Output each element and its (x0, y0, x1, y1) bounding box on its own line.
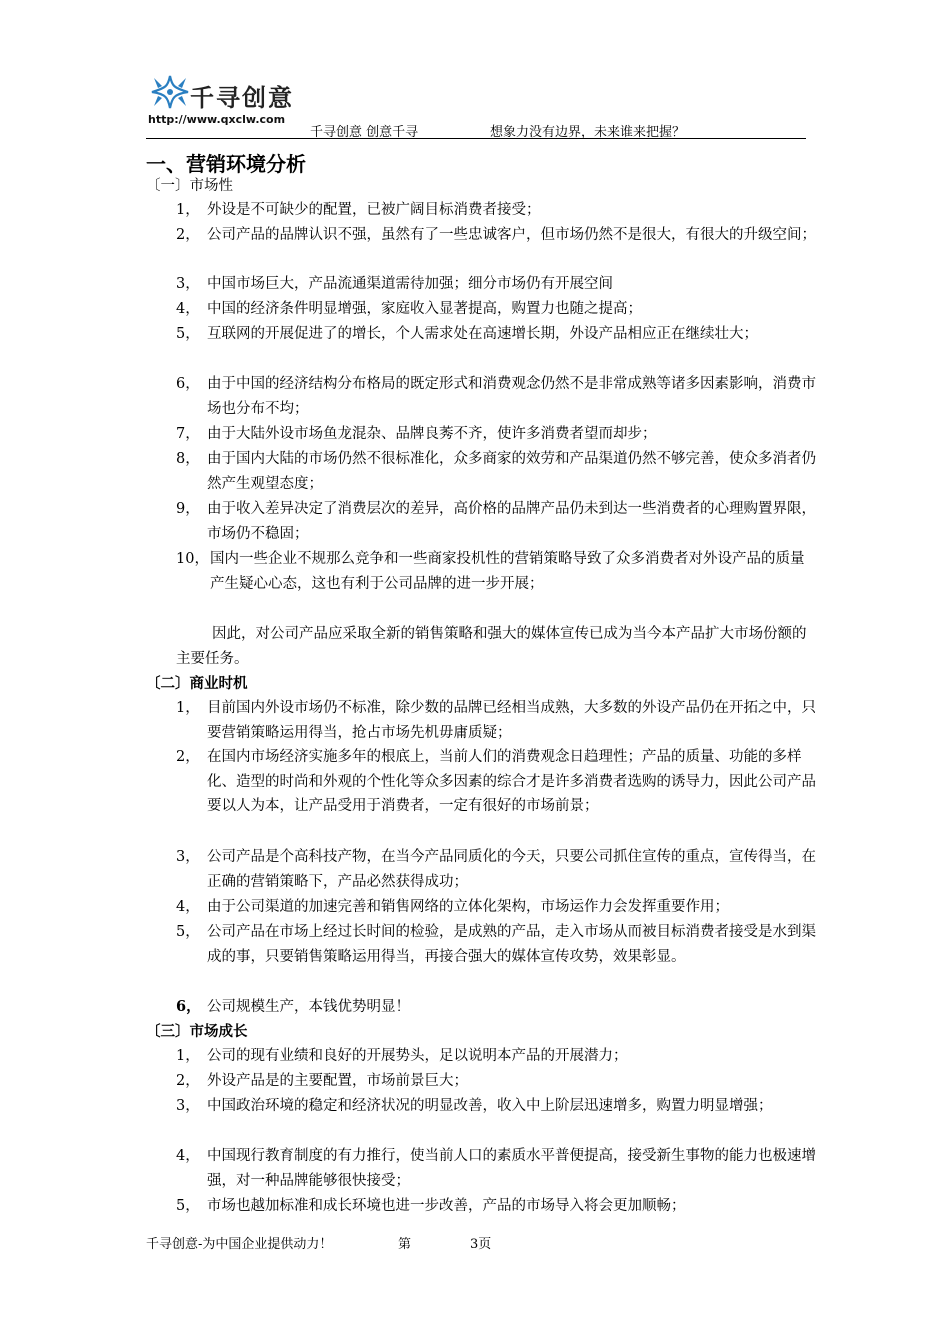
item-text: 由于大陆外设市场鱼龙混杂、品牌良莠不齐，使许多消费者望而却步； (207, 426, 657, 442)
item-number: 2， (176, 1073, 200, 1089)
item-number: 5， (176, 326, 200, 342)
item-number: 2， (176, 227, 200, 243)
item-text: 公司的现有业绩和良好的开展势头，足以说明本产品的开展潜力； (207, 1048, 628, 1064)
item-number: 6， (176, 998, 201, 1015)
conclusion-text: 因此，对公司产品应采取全新的销售策略和强大的媒体宣传已成为当今本产品扩大市场份额的主要任务。 (176, 626, 807, 667)
list-item (176, 995, 816, 1020)
header-slogan-left: 千寻创意 创意千寻 (310, 125, 419, 140)
item-text: 外设是不可缺少的配置，已被广阔目标消费者接受； (207, 202, 541, 218)
header-divider (146, 138, 806, 139)
item-number: 10， (176, 551, 209, 567)
item-text: 中国政治环境的稳定和经济状况的明显改善，收入中上阶层迅速增多，购置力明显增强； (207, 1098, 773, 1114)
list-item (176, 422, 816, 447)
item-text: 外设产品是的主要配置，市场前景巨大； (207, 1073, 468, 1089)
list-item (176, 272, 816, 297)
item-number: 3， (176, 276, 200, 292)
item-number: 1， (176, 1048, 200, 1064)
list-item (176, 1094, 816, 1119)
footer-page-label: 第 (398, 1237, 412, 1252)
document-title: 一、营销环境分析 (146, 152, 306, 176)
logo-name: 千寻创意 (190, 84, 294, 112)
item-text: 中国的经济条件明显增强，家庭收入显著提高，购置力也随之提高； (207, 301, 642, 317)
list-item (176, 497, 816, 546)
item-text: 在国内市场经济实施多年的根底上，当前人们的消费观念日趋理性；产品的质量、功能的多样化、造型的时尚和外观的个性化等众多因素的综合才是许多消费者选购的诱导力，因此公司产品要以人为本，让产品受用于消费者，一定有很好的市场前景； (207, 749, 816, 814)
item-number: 2， (176, 749, 200, 765)
list-item (176, 895, 816, 920)
list-item (176, 1044, 816, 1069)
item-text: 由于中国的经济结构分布格局的既定形式和消费观念仍然不是非常成熟等诸多因素影响，消费市场也分布不均； (207, 376, 816, 417)
conclusion-paragraph (176, 622, 818, 671)
item-text: 公司产品的品牌认识不强，虽然有了一些忠诚客户，但市场仍然不是很大，有很大的升级空间； (207, 227, 816, 243)
list-item (176, 696, 816, 745)
item-number: 5， (176, 1198, 200, 1214)
section-heading-market: 〔一〕市场性 (146, 178, 233, 194)
item-number: 4， (176, 1148, 200, 1164)
item-number: 4， (176, 301, 200, 317)
section-heading-opportunity: 〔二〕商业时机 (146, 675, 248, 692)
footer-page-number: 3页 (470, 1237, 492, 1252)
item-text: 国内一些企业不规那么竞争和一些商家投机性的营销策略导致了众多消费者对外设产品的质量产生疑心心态，这也有利于公司品牌的进一步开展； (210, 551, 805, 592)
section-heading-growth: 〔三〕市场成长 (146, 1023, 248, 1040)
item-text: 中国现行教育制度的有力推行，使当前人口的素质水平普便提高，接受新生事物的能力也极速增强，对一种品牌能够很快接受； (207, 1148, 816, 1189)
item-text: 市场也越加标准和成长环境也进一步改善，产品的市场导入将会更加顺畅； (207, 1198, 686, 1214)
list-item (176, 447, 816, 496)
item-number: 9， (176, 501, 200, 517)
list-item (176, 322, 816, 347)
item-number: 5， (176, 924, 200, 940)
item-text: 公司产品是个高科技产物，在当今产品同质化的今天，只要公司抓住宣传的重点，宣传得当，在正确的营销策略下，产品必然获得成功； (207, 849, 816, 890)
list-item (176, 547, 816, 596)
list-item (176, 297, 816, 322)
item-text: 公司产品在市场上经过长时间的检验，是成熟的产品，走入市场从而被目标消费者接受是水到渠成的事，只要销售策略运用得当，再接合强大的媒体宣传攻势，效果彰显。 (207, 924, 816, 965)
item-text: 中国市场巨大，产品流通渠道需待加强；细分市场仍有开展空间 (207, 276, 613, 292)
list-item (176, 198, 816, 223)
item-number: 6， (176, 376, 200, 392)
list-item (176, 1069, 816, 1094)
item-number: 8， (176, 451, 200, 467)
item-number: 1， (176, 202, 200, 218)
list-item (176, 745, 816, 819)
item-number: 1， (176, 700, 200, 716)
item-text: 互联网的开展促进了的增长，个人需求处在高速增长期，外设产品相应正在继续壮大； (207, 326, 758, 342)
item-number: 7， (176, 426, 200, 442)
item-text: 由于国内大陆的市场仍然不很标准化，众多商家的效劳和产品渠道仍然不够完善，使众多消者仍然产生观望态度； (207, 451, 816, 492)
list-item (176, 223, 816, 248)
item-number: 3， (176, 849, 200, 865)
item-text: 公司规模生产，本钱优势明显！ (207, 999, 410, 1015)
item-text: 目前国内外设市场仍不标准，除少数的品牌已经相当成熟，大多数的外设产品仍在开拓之中，只要营销策略运用得当，抢占市场先机毋庸质疑； (207, 700, 816, 741)
item-number: 3， (176, 1098, 200, 1114)
star-logo-icon (148, 72, 192, 112)
list-item (176, 920, 816, 969)
header-slogan-right: 想象力没有边界，未来谁来把握？ (490, 125, 686, 140)
item-number: 4， (176, 899, 200, 915)
list-item (176, 1144, 816, 1193)
list-item (176, 372, 816, 421)
footer-slogan: 千寻创意-为中国企业提供动力！ (146, 1237, 333, 1252)
item-text: 由于收入差异决定了消费层次的差异，高价格的品牌产品仍未到达一些消费者的心理购置界限，市场仍不稳固； (207, 501, 816, 542)
logo-url: http://www.qxclw.com (148, 113, 286, 126)
item-text: 由于公司渠道的加速完善和销售网络的立体化架构，市场运作力会发挥重要作用； (207, 899, 729, 915)
list-item (176, 845, 816, 894)
list-item (176, 1194, 816, 1219)
